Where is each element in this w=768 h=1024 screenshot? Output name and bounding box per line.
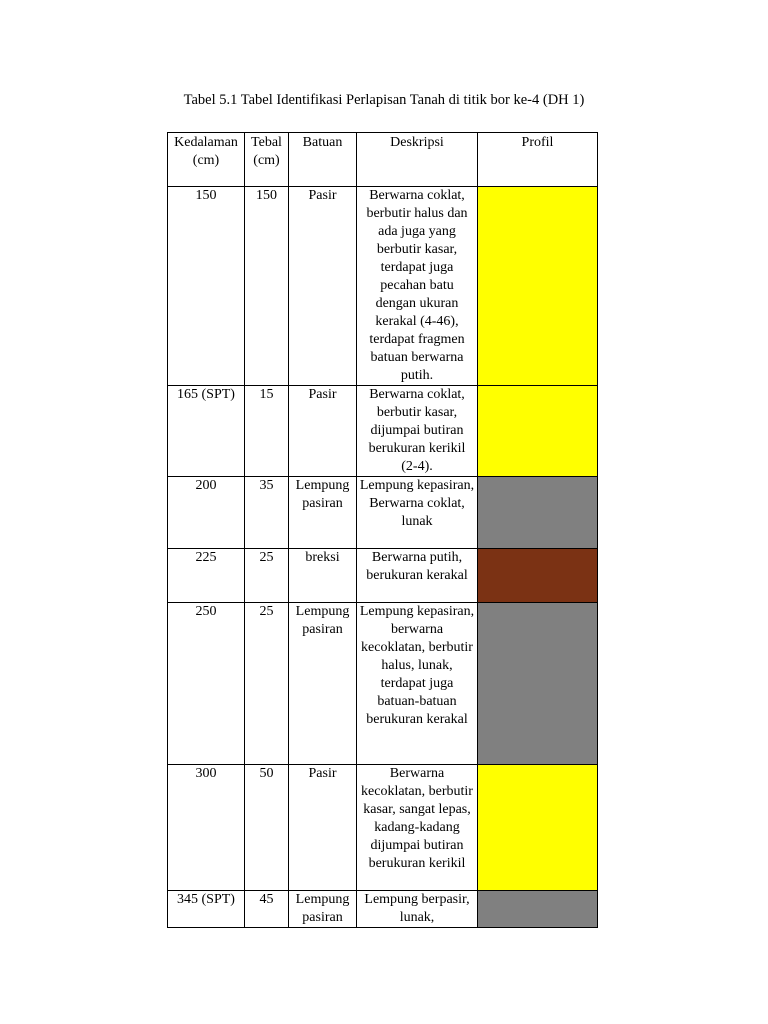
- cell-profil-swatch: [478, 549, 598, 603]
- cell-deskripsi: Lempung kepasiran, Berwarna coklat, lunak: [357, 477, 478, 549]
- cell-kedalaman: 150: [168, 187, 245, 386]
- cell-tebal: 25: [245, 549, 289, 603]
- cell-profil-swatch: [478, 891, 598, 928]
- table-row: [168, 187, 598, 386]
- cell-deskripsi: Berwarna coklat, berbutir kasar, dijumpai butiran berukuran kerikil (2-4).: [357, 386, 478, 477]
- header-profil: Profil: [478, 133, 598, 187]
- header-deskripsi: Deskripsi: [357, 133, 478, 187]
- cell-batuan: Pasir: [289, 386, 357, 477]
- cell-profil-swatch: [478, 765, 598, 891]
- cell-deskripsi: Berwarna kecoklatan, berbutir kasar, sangat lepas, kadang-kadang dijumpai butiran berukuran kerikil: [357, 765, 478, 891]
- table-row: [168, 549, 598, 603]
- cell-profil-swatch: [478, 187, 598, 386]
- cell-batuan: Lempung pasiran: [289, 891, 357, 928]
- cell-kedalaman: 345 (SPT): [168, 891, 245, 928]
- cell-tebal: 15: [245, 386, 289, 477]
- table-row: [168, 386, 598, 477]
- cell-batuan: Lempung pasiran: [289, 477, 357, 549]
- header-row: [168, 133, 598, 187]
- cell-batuan: breksi: [289, 549, 357, 603]
- cell-tebal: 25: [245, 603, 289, 765]
- cell-batuan: Pasir: [289, 187, 357, 386]
- cell-kedalaman: 300: [168, 765, 245, 891]
- cell-tebal: 150: [245, 187, 289, 386]
- cell-tebal: 35: [245, 477, 289, 549]
- table-row: [168, 477, 598, 549]
- cell-profil-swatch: [478, 603, 598, 765]
- cell-kedalaman: 250: [168, 603, 245, 765]
- cell-kedalaman: 225: [168, 549, 245, 603]
- cell-tebal: 50: [245, 765, 289, 891]
- header-kedalaman: Kedalaman (cm): [168, 133, 245, 187]
- cell-deskripsi: Berwarna coklat, berbutir halus dan ada juga yang berbutir kasar, terdapat juga pecahan batu dengan ukuran kerakal (4-46), terdapat fragmen batuan berwarna putih.: [357, 187, 478, 386]
- cell-kedalaman: 200: [168, 477, 245, 549]
- header-tebal: Tebal (cm): [245, 133, 289, 187]
- cell-deskripsi: Berwarna putih, berukuran kerakal: [357, 549, 478, 603]
- table-row: [168, 603, 598, 765]
- soil-layer-table: [167, 132, 598, 928]
- cell-deskripsi: Lempung berpasir, lunak,: [357, 891, 478, 928]
- cell-batuan: Pasir: [289, 765, 357, 891]
- cell-batuan: Lempung pasiran: [289, 603, 357, 765]
- table-row: [168, 765, 598, 891]
- cell-deskripsi: Lempung kepasiran, berwarna kecoklatan, berbutir halus, lunak, terdapat juga batuan-batuan berukuran kerakal: [357, 603, 478, 765]
- cell-profil-swatch: [478, 477, 598, 549]
- cell-tebal: 45: [245, 891, 289, 928]
- table-row: [168, 891, 598, 928]
- header-batuan: Batuan: [289, 133, 357, 187]
- table-caption: Tabel 5.1 Tabel Identifikasi Perlapisan Tanah di titik bor ke-4 (DH 1): [183, 92, 585, 108]
- cell-profil-swatch: [478, 386, 598, 477]
- cell-kedalaman: 165 (SPT): [168, 386, 245, 477]
